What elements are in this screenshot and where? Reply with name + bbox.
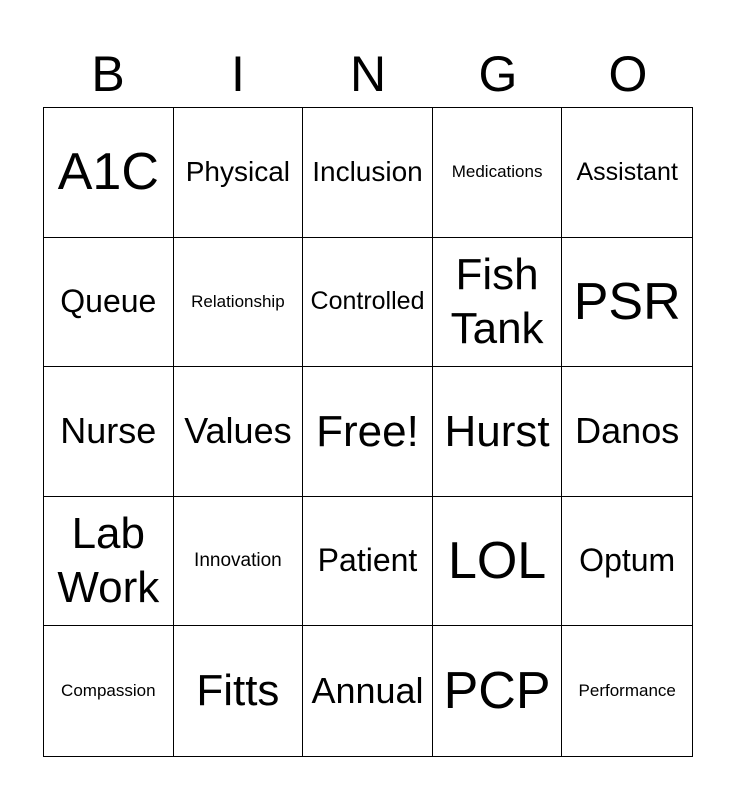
- bingo-cell[interactable]: Relationship: [174, 238, 304, 368]
- bingo-cell[interactable]: Compassion: [44, 626, 174, 756]
- bingo-cell[interactable]: Medications: [433, 108, 563, 238]
- bingo-cell[interactable]: Lab Work: [44, 497, 174, 627]
- bingo-cell[interactable]: Innovation: [174, 497, 304, 627]
- header-letter-n: N: [349, 46, 387, 102]
- bingo-cell[interactable]: Controlled: [303, 238, 433, 368]
- header-letter-i: I: [231, 46, 245, 102]
- bingo-cell[interactable]: Danos: [562, 367, 692, 497]
- bingo-cell[interactable]: Nurse: [44, 367, 174, 497]
- bingo-cell[interactable]: Performance: [578, 681, 676, 701]
- bingo-cell[interactable]: Hurst: [433, 367, 563, 497]
- bingo-cell[interactable]: Fitts: [174, 626, 304, 756]
- header-letter-o: O: [608, 46, 648, 102]
- bingo-board: [43, 107, 693, 757]
- bingo-cell[interactable]: Queue: [44, 238, 174, 368]
- bingo-cell[interactable]: Fish Tank: [433, 238, 563, 368]
- free-space-cell[interactable]: Free!: [303, 367, 433, 497]
- bingo-cell[interactable]: PCP: [433, 626, 563, 756]
- bingo-cell[interactable]: Annual: [303, 626, 433, 756]
- bingo-header: [43, 40, 693, 108]
- bingo-cell[interactable]: Inclusion: [303, 108, 433, 238]
- bingo-cell[interactable]: Physical: [174, 108, 304, 238]
- header-letter-b: B: [91, 46, 125, 102]
- bingo-cell[interactable]: Assistant: [562, 108, 692, 238]
- bingo-cell[interactable]: PSR: [562, 238, 692, 368]
- header-letter-g: G: [478, 46, 518, 102]
- bingo-cell[interactable]: A1C: [44, 108, 174, 238]
- bingo-cell[interactable]: Patient: [303, 497, 433, 627]
- bingo-cell[interactable]: Optum: [562, 497, 692, 627]
- bingo-cell[interactable]: Values: [174, 367, 304, 497]
- bingo-cell[interactable]: LOL: [433, 497, 563, 627]
